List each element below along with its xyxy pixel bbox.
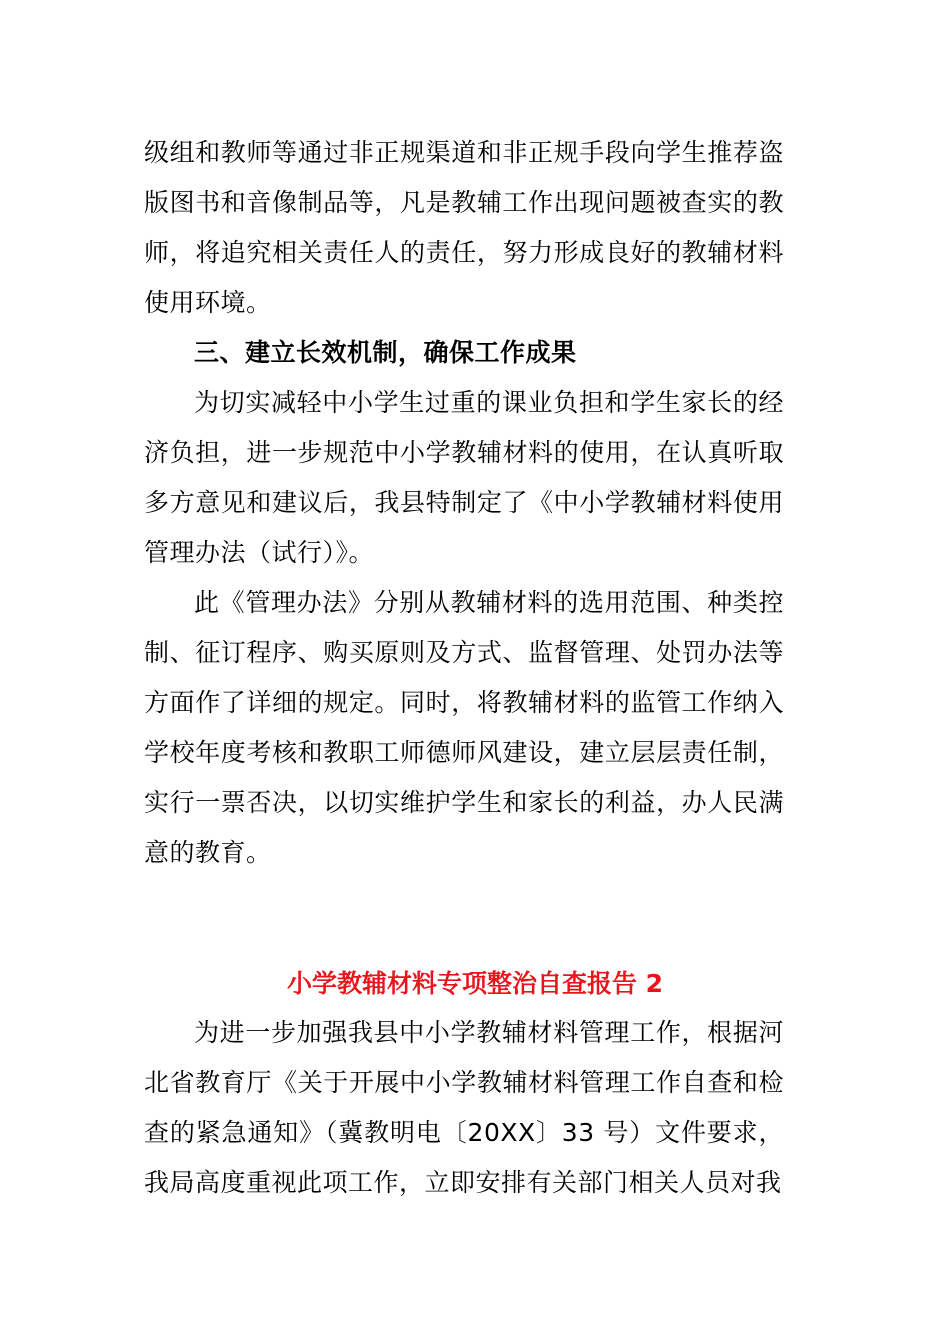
lower-text-block bbox=[144, 1008, 784, 1208]
section-heading: 三、建立长效机制，确保工作成果 bbox=[194, 338, 577, 367]
body-paragraph-2: 此《管理办法》分别从教辅材料的选用范围、种类控制、征订程序、购买原则及方式、监督管理、处罚办法等方面作了详细的规定。同时，将教辅材料的监管工作纳入学校年度考核和教职工师德师风建设，建立层层责任制，实行一票否决，以切实维护学生和家长的利益，办人民满意的教育。 bbox=[144, 588, 784, 867]
continued-paragraph: 级组和教师等通过非正规渠道和非正规手段向学生推荐盗版图书和音像制品等，凡是教辅工作出现问题被查实的教师，将追究相关责任人的责任，努力形成良好的教辅材料使用环境。 bbox=[144, 138, 784, 317]
body-paragraph-1: 为切实减轻中小学生过重的课业负担和学生家长的经济负担，进一步规范中小学教辅材料的使用，在认真听取多方意见和建议后，我县特制定了《中小学教辅材料使用管理办法（试行）》。 bbox=[144, 388, 784, 567]
report-paragraph: 为进一步加强我县中小学教辅材料管理工作，根据河北省教育厅《关于开展中小学教辅材料管理工作自查和检查的紧急通知》（冀教明电〔20XX〕33 号）文件要求，我局高度重视此项工作，立即安排有关部门相关人员对我 bbox=[144, 1018, 784, 1197]
upper-text-block bbox=[144, 128, 784, 878]
report-title: 小学教辅材料专项整治自查报告 2 bbox=[286, 969, 664, 998]
